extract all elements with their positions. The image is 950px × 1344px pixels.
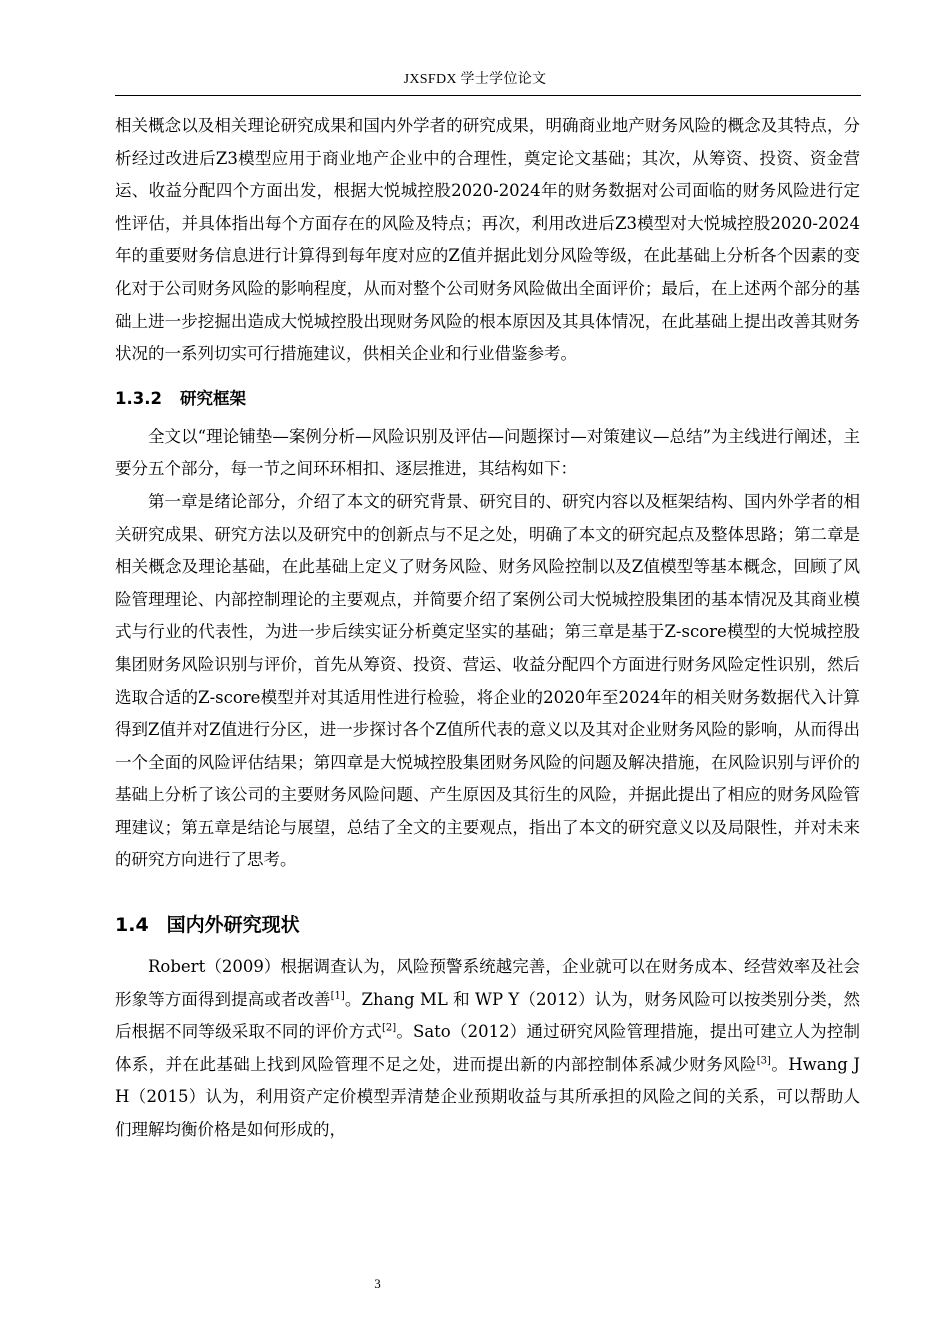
section-title: 国内外研究现状 xyxy=(166,914,300,937)
citation-ref[interactable]: [1] xyxy=(330,990,345,1002)
running-header: JXSFDX 学士学位论文 xyxy=(403,72,547,87)
text-run: 。Sato（2012）通过研究风险管理措施，提出可建立人为控制体系，并在此基础上找到风险管理不足之处，进而提出新的内部控制体系减少财务风险 xyxy=(115,1022,861,1074)
paragraph-chapter-structure: 第一章是绪论部分，介绍了本文的研究背景、研究目的、研究内容以及框架结构、国内外学者的相关研究成果、研究方法以及研究中的创新点与不足之处，明确了本文的研究起点及整体思路；第二章是相关概念及理论基础，在此基础上定义了财务风险、财务风险控制以及Z值模型等基本概念，回顾了风险管理理论、内部控制理论的主要观点，并简要介绍了案例公司大悦城控股集团的基本情况及其商业模式与行业的代表性，为进一步后续实证分析奠定坚实的基础；第三章是基于Z-score模型的大悦城控股集团财务风险识别与评价，首先从筹资、投资、营运、收益分配四个方面进行财务风险定性识别，然后选取合适的Z-score模型并对其适用性进行检验，将企业的2020年至2024年的相关财务数据代入计算得到Z值并对Z值进行分区，进一步探讨各个Z值所代表的意义以及其对企业财务风险的影响，从而得出一个全面的风险评估结果；第四章是大悦城控股集团财务风险的问题及解决措施，在风险识别与评价的基础上分析了该公司的主要财务风险问题、产生原因及其衍生的风险，并据此提出了相应的财务风险管理建议；第五章是结论与展望，总结了全文的主要观点，指出了本文的研究意义以及局限性，并对未来的研究方向进行了思考。 xyxy=(115,491,860,870)
text-run: 。Zhang ML 和 WP Y（2012）认为，财务风险可以按类别分类，然后根据不同等级采取不同的评价方式 xyxy=(115,989,860,1042)
section-number: 1.3.2 xyxy=(115,388,162,408)
section-heading-1-3-2 xyxy=(115,381,860,417)
header-divider xyxy=(115,95,861,96)
section-title: 研究框架 xyxy=(179,388,246,408)
citation-ref[interactable]: [2] xyxy=(381,1022,397,1034)
section-number: 1.4 xyxy=(115,914,149,937)
citation-ref[interactable]: [3] xyxy=(756,1055,771,1067)
page-number: 3 xyxy=(374,1276,381,1291)
text-run: 。Hwang J H（2015）认为，利用资产定价模型弄清楚企业预期收益与其所承担的风险之间的关系，可以帮助人们理解均衡价格是如何形成的， xyxy=(115,1054,861,1140)
text-run: Robert（2009）根据调查认为，风险预警系统越完善，企业就可以在财务成本、经营效率及社会形象等方面得到提高或者改善 xyxy=(115,957,860,1009)
page-body xyxy=(115,110,860,1147)
paragraph-framework-intro: 全文以“理论铺垫—案例分析—风险识别及评估—问题探讨—对策建议—总结”为主线进行阐述，主要分五个部分，每一节之间环环相扣、逐层推进，其结构如下： xyxy=(115,426,860,479)
section-heading-1-4 xyxy=(115,903,860,947)
paragraph-research-content: 相关概念以及相关理论研究成果和国内外学者的研究成果，明确商业地产财务风险的概念及其特点，分析经过改进后Z3模型应用于商业地产企业中的合理性，奠定论文基础；其次，从筹资、投资、资金营运、收益分配四个方面出发，根据大悦城控股2020-2024年的财务数据对公司面临的财务风险进行定性评估，并具体指出每个方面存在的风险及特点；再次，利用改进后Z3模型对大悦城控股2020-2024年的重要财务信息进行计算得到每年度对应的Z值并据此划分风险等级，在此基础上分析各个因素的变化对于公司财务风险的影响程度，从而对整个公司财务风险做出全面评价；最后，在上述两个部分的基础上进一步挖掘出造成大悦城控股出现财务风险的根本原因及其具体情况，在此基础上提出改善其财务状况的一系列切实可行措施建议，供相关企业和行业借鉴参考。 xyxy=(115,116,860,364)
paragraph-literature-review xyxy=(115,951,860,1147)
